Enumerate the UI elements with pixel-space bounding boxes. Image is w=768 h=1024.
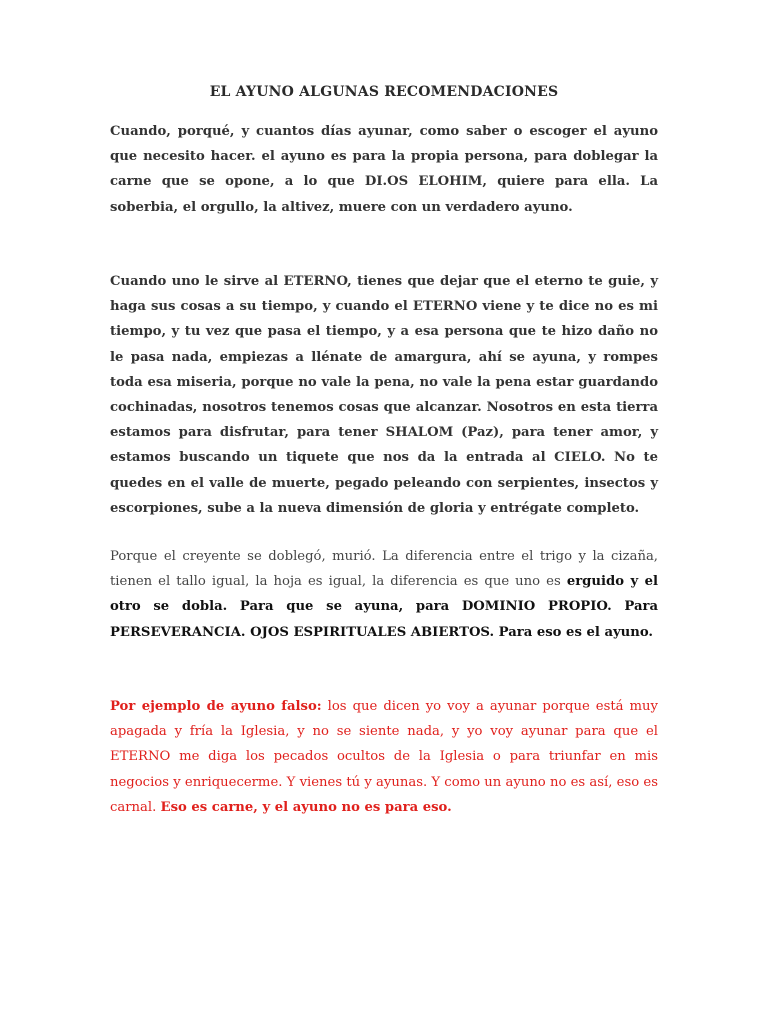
paragraph-2: Cuando uno le sirve al ETERNO, tienes que dejar que el eterno te guie, y haga sus cosas a su tiempo, y cuando el ETERNO viene y te dice no es mi tiempo, y tu vez que pasa el tiempo, y a esa persona que te hizo daño no le pasa nada, empiezas a llénate de amargura, ahí se ayuna, y rompes toda esa miseria, porque no vale la pena, no vale la pena estar guardando cochinadas, nosotros tenemos cosas que alcanzar. Nosotros en esta tierra estamos para disfrutar, para tener SHALOM (Paz), para tener amor, y estamos buscando un tiquete que nos da la entrada al CIELO. No te quedes en el valle de muerte, pegado peleando con serpientes, insectos y escorpiones, sube a la nueva dimensión de gloria y entrégate completo.	[110, 274, 658, 516]
paragraph-4-text: los que dicen yo voy a ayunar porque está muy apagada y fría la Iglesia, y no se siente nada, y yo voy ayunar para que el ETERNO me diga los pecados ocultos de la Iglesia o para triunfar en mis negocios y enriquecerme. Y vienes tú y ayunas. Y como un ayuno no es así, eso es carnal.	[110, 699, 658, 815]
paragraph-3-bold-phrase: erguido y el otro se dobla.	[110, 574, 659, 615]
paragraph-4-lead: Por ejemplo de ayuno falso:	[110, 699, 322, 714]
paragraph-1: Cuando, porqué, y cuantos días ayunar, como saber o escoger el ayuno que necesito hacer. el ayuno es para la propia persona, para doblegar la carne que se opone, a lo que DI.OS ELOHIM, quiere para ella. La soberbia, el orgullo, la altivez, muere con un verdadero ayuno.	[110, 124, 658, 215]
paragraph-3-bold-conclusion: Para que se ayuna, para DOMINIO PROPIO. Para PERSEVERANCIA. OJOS ESPIRITUALES ABIERTOS. Para eso es el ayuno.	[110, 599, 658, 640]
paragraph-3	[110, 544, 658, 645]
paragraph-4	[110, 694, 658, 820]
paragraph-3-text: Porque el creyente se doblegó, murió. La diferencia entre el trigo y la cizaña, tienen el tallo igual, la hoja es igual, la diferencia es que uno es	[110, 549, 658, 590]
document-title: EL AYUNO ALGUNAS RECOMENDACIONES	[209, 84, 559, 100]
paragraph-4-bold-ending: Eso es carne, y el ayuno no es para eso.	[160, 799, 452, 815]
